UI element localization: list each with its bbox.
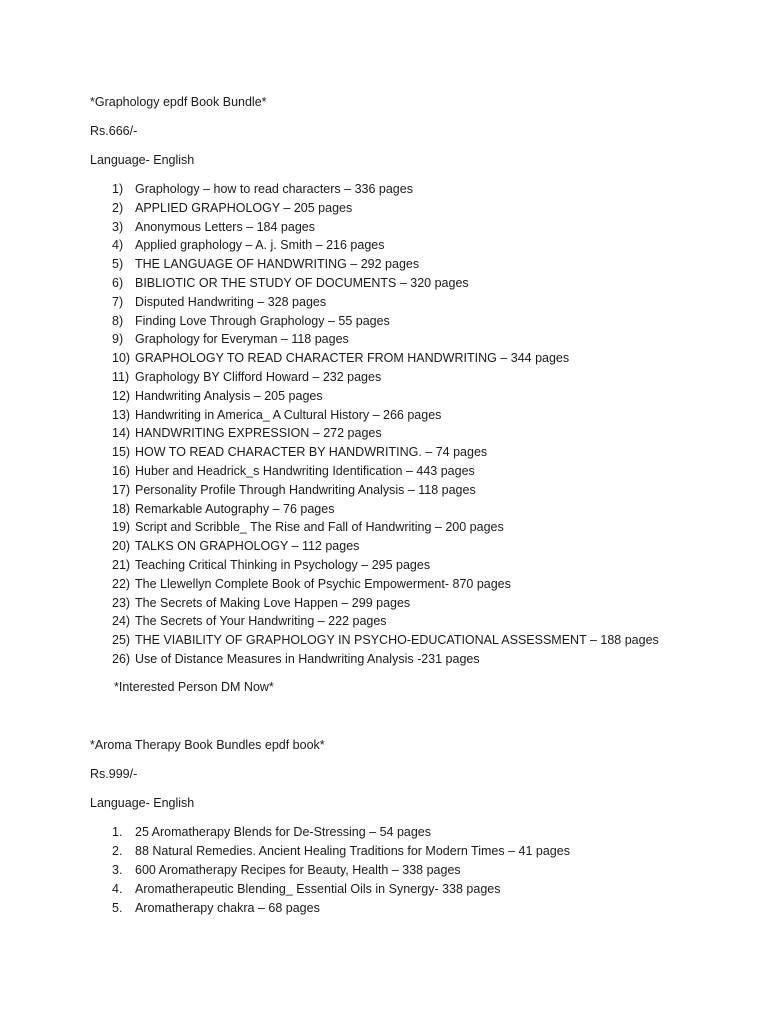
list-item-text: TALKS ON GRAPHOLOGY – 112 pages xyxy=(135,539,360,554)
list-item-text: The Llewellyn Complete Book of Psychic Empowerment- 870 pages xyxy=(135,576,511,591)
list-item-text: Script and Scribble_ The Rise and Fall of Handwriting – 200 pages xyxy=(135,520,504,535)
bundle2-price: Rs.999/- xyxy=(90,767,138,781)
list-item-number: 17) xyxy=(112,482,131,497)
list-item-text: HOW TO READ CHARACTER BY HANDWRITING. – 74 pages xyxy=(135,445,488,460)
list-item-number: 15) xyxy=(112,445,131,460)
list-item-number: 24) xyxy=(112,614,131,629)
bundle1-language: Language- English xyxy=(90,153,195,167)
list-item-text: Aromatherapy chakra – 68 pages xyxy=(135,901,320,915)
list-item-number: 10) xyxy=(112,351,131,366)
list-item-text: Use of Distance Measures in Handwriting Analysis -231 pages xyxy=(135,651,480,666)
list-item-text: Teaching Critical Thinking in Psychology – 295 pages xyxy=(135,557,431,572)
list-item-number: 20) xyxy=(112,539,131,554)
list-item-number: 4) xyxy=(112,238,124,253)
list-item-number: 14) xyxy=(112,426,131,441)
bundle2-title: *Aroma Therapy Book Bundles epdf book* xyxy=(90,738,325,752)
list-item-number: 2) xyxy=(112,200,124,215)
list-item-text: Graphology BY Clifford Howard – 232 pages xyxy=(135,369,382,384)
list-item-number: 18) xyxy=(112,501,131,516)
list-item-number: 16) xyxy=(112,463,131,478)
list-item-number: 1) xyxy=(112,182,124,196)
list-item-text: Applied graphology – A. j. Smith – 216 pages xyxy=(135,238,385,253)
list-item-text: THE VIABILITY OF GRAPHOLOGY IN PSYCHO-EDUCATIONAL ASSESSMENT – 188 pages xyxy=(135,633,659,648)
list-item-text: Anonymous Letters – 184 pages xyxy=(135,219,315,234)
list-item-number: 11) xyxy=(112,369,130,384)
list-item-number: 3) xyxy=(112,219,124,234)
list-item-number: 8) xyxy=(112,313,124,328)
list-item-number: 26) xyxy=(112,651,131,666)
list-item-number: 6) xyxy=(112,275,124,290)
bundle1-title: *Graphology epdf Book Bundle* xyxy=(90,95,267,109)
list-item-text: Handwriting in America_ A Cultural History – 266 pages xyxy=(135,407,442,422)
list-item-text: 25 Aromatherapy Blends for De-Stressing – 54 pages xyxy=(135,825,432,839)
list-item-text: Handwriting Analysis – 205 pages xyxy=(135,388,323,403)
list-item-text: 88 Natural Remedies. Ancient Healing Traditions for Modern Times – 41 pages xyxy=(135,844,570,858)
list-item-text: Remarkable Autography – 76 pages xyxy=(135,501,335,516)
list-item-text: THE LANGUAGE OF HANDWRITING – 292 pages xyxy=(135,257,420,272)
list-item-text: Disputed Handwriting – 328 pages xyxy=(135,294,327,309)
list-item-text: Graphology – how to read characters – 336 pages xyxy=(135,182,413,196)
list-item-number: 5) xyxy=(112,257,124,272)
bundle1-footer: *Interested Person DM Now* xyxy=(114,680,274,694)
list-item-number: 22) xyxy=(112,576,131,591)
list-item-text: Personality Profile Through Handwriting Analysis – 118 pages xyxy=(135,482,476,497)
list-item-number: 25) xyxy=(112,633,131,648)
list-item-number: 19) xyxy=(112,520,131,535)
list-item-text: Graphology for Everyman – 118 pages xyxy=(135,332,349,347)
list-item-text: The Secrets of Making Love Happen – 299 pages xyxy=(135,595,411,610)
bundle2-language: Language- English xyxy=(90,796,195,810)
list-item-number: 2. xyxy=(112,844,123,858)
list-item-number: 3. xyxy=(112,863,123,877)
list-item-text: GRAPHOLOGY TO READ CHARACTER FROM HANDWRITING – 344 pages xyxy=(135,351,570,366)
list-item-number: 12) xyxy=(112,388,131,403)
list-item-text: APPLIED GRAPHOLOGY – 205 pages xyxy=(135,200,353,215)
list-item-text: The Secrets of Your Handwriting – 222 pages xyxy=(135,614,387,629)
list-item-text: Finding Love Through Graphology – 55 pages xyxy=(135,313,390,328)
list-item-text: HANDWRITING EXPRESSION – 272 pages xyxy=(135,426,382,441)
list-item-text: BIBLIOTIC OR THE STUDY OF DOCUMENTS – 320 pages xyxy=(135,275,469,290)
list-item-number: 13) xyxy=(112,407,131,422)
list-item-text: Huber and Headrick_s Handwriting Identification – 443 pages xyxy=(135,463,475,478)
list-item-number: 1. xyxy=(112,825,123,839)
list-item-number: 5. xyxy=(112,901,123,915)
list-item-text: 600 Aromatherapy Recipes for Beauty, Health – 338 pages xyxy=(135,863,461,877)
list-item-number: 21) xyxy=(112,557,131,572)
list-item-number: 4. xyxy=(112,882,123,896)
list-item-text: Aromatherapeutic Blending_ Essential Oils in Synergy- 338 pages xyxy=(135,882,501,896)
list-item-number: 7) xyxy=(112,294,124,309)
list-item-number: 9) xyxy=(112,332,124,347)
bundle1-price: Rs.666/- xyxy=(90,124,138,138)
list-item-number: 23) xyxy=(112,595,131,610)
